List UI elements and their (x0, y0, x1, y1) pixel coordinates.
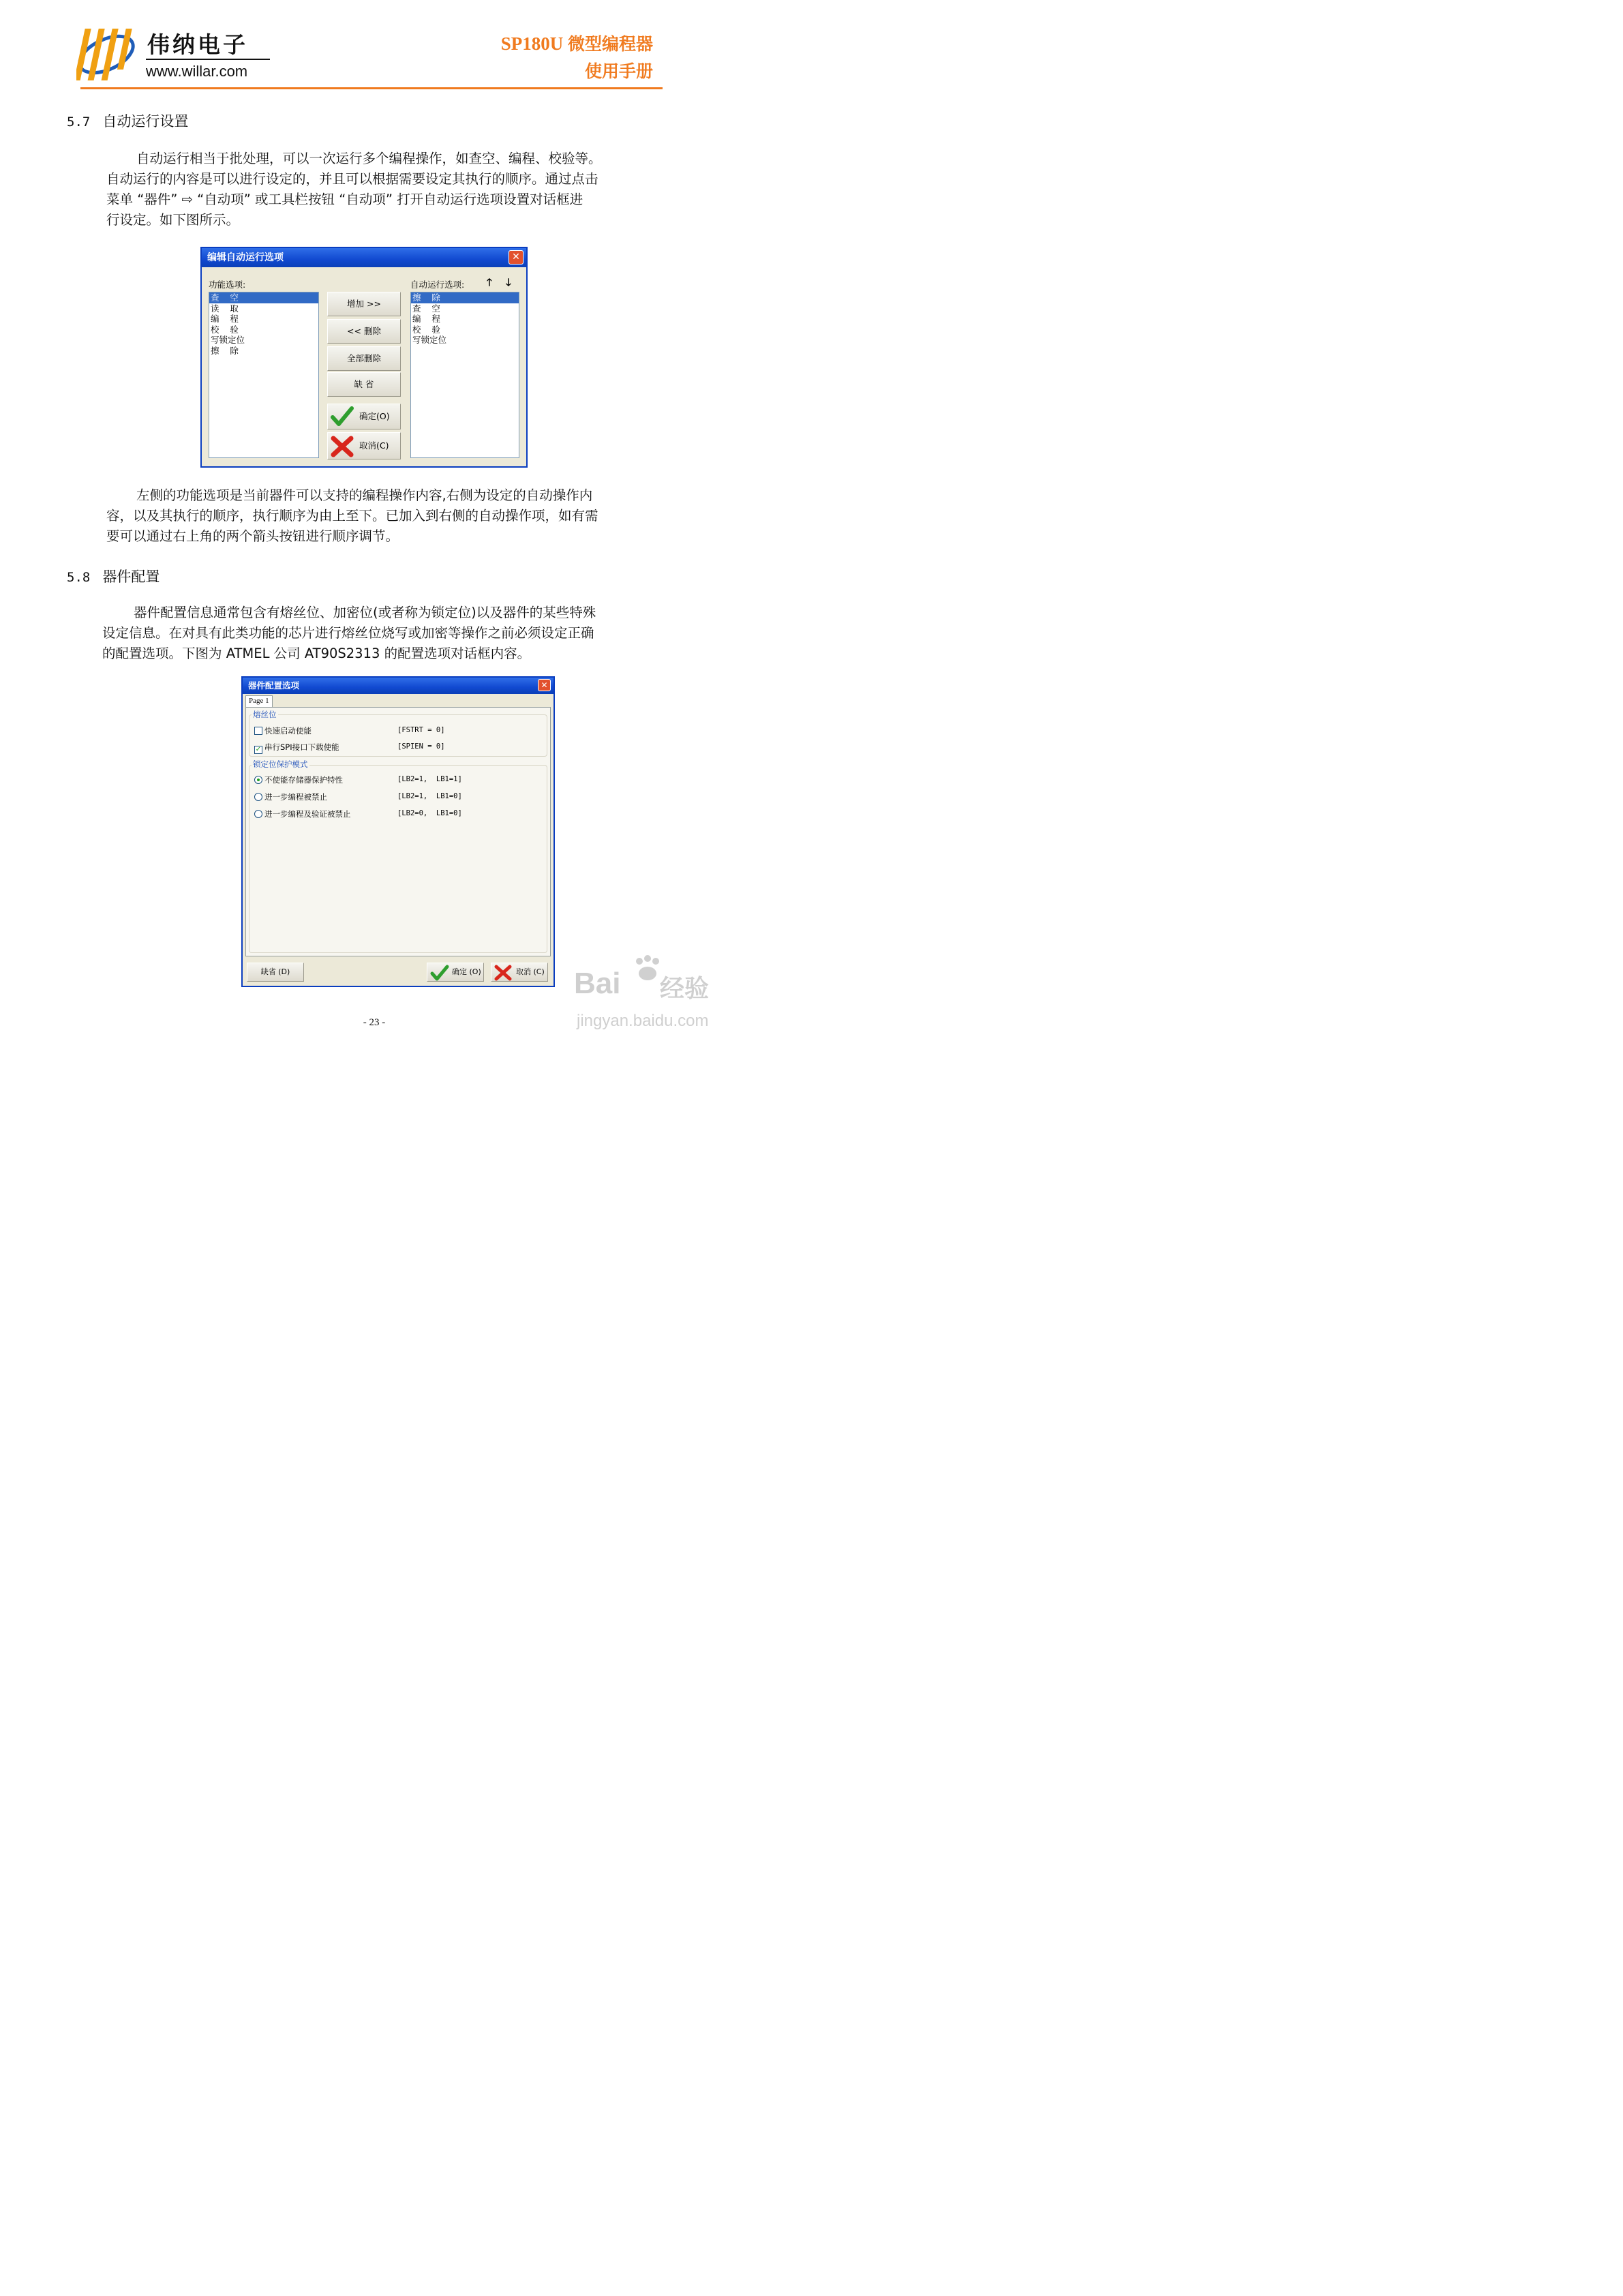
text-line: 左侧的功能选项是当前器件可以支持的编程操作内容,右侧为设定的自动操作内 (136, 487, 593, 503)
list-item[interactable]: 擦 除 (211, 345, 239, 356)
radio[interactable] (254, 793, 262, 801)
lock-option-no-program[interactable] (254, 791, 327, 802)
lock-code: [LB2=1, LB1=0] (397, 792, 462, 800)
list-item[interactable]: 编 程 (211, 314, 239, 324)
auto-run-dialog (200, 247, 528, 468)
text-line: 的配置选项。下图为 ATMEL 公司 AT90S2313 的配置选项对话框内容。 (102, 646, 531, 661)
option-label: 串行SPI接口下载使能 (264, 742, 339, 752)
list-item[interactable]: 写锁定位 (211, 335, 245, 345)
remove-button[interactable]: << 删除 (327, 319, 401, 344)
device-config-dialog (241, 676, 555, 987)
fuse-group-title: 熔丝位 (253, 710, 277, 719)
fuse-code: [FSTRT = 0] (397, 726, 445, 734)
paragraph-config-intro (102, 603, 665, 664)
cancel-button[interactable] (327, 432, 401, 459)
auto-run-options-list[interactable] (410, 292, 519, 458)
arrow-up-icon[interactable]: 🡑 (487, 276, 492, 288)
add-button[interactable]: 增加 >> (327, 292, 401, 316)
list-item[interactable]: 校 验 (211, 324, 239, 335)
option-label: 快速启动使能 (264, 726, 312, 736)
brand-underline (146, 59, 270, 60)
lock-option-no-protect[interactable] (254, 774, 343, 785)
text-line: 要可以通过右上角的两个箭头按钮进行顺序调节。 (106, 528, 399, 544)
text-line: 行设定。如下图所示。 (106, 212, 240, 228)
ok-label: 确定 (O) (452, 967, 481, 976)
lock-code: [LB2=1, LB1=1] (397, 775, 462, 783)
website-url: www.willar.com (146, 63, 248, 80)
radio-selected[interactable] (254, 776, 262, 784)
section-number: 5.8 (67, 570, 91, 585)
cancel-button[interactable] (491, 963, 548, 982)
option-label: 不使能存储器保护特性 (264, 775, 343, 785)
company-logo (76, 25, 139, 82)
list-item[interactable]: 查 空 (209, 292, 318, 303)
fuse-code: [SPIEN = 0] (397, 742, 445, 751)
fuse-option-fast-start[interactable] (254, 725, 312, 736)
cross-icon (331, 436, 354, 457)
watermark-text: 经验 (660, 975, 710, 1003)
default-button[interactable]: 缺省 (D) (247, 963, 304, 982)
baidu-watermark (574, 954, 710, 1043)
watermark-text: Bai (574, 967, 621, 1000)
paw-icon (633, 954, 663, 984)
cross-icon (494, 965, 512, 981)
text-line: 自动运行的内容是可以进行设定的，并且可以根据需要设定其执行的顺序。通过点击 (106, 171, 598, 187)
checkmark-icon (331, 406, 354, 427)
header-divider (80, 87, 663, 89)
default-button[interactable]: 缺 省 (327, 372, 401, 397)
ok-button[interactable] (427, 963, 484, 982)
section-title: 器件配置 (102, 569, 160, 585)
dialog-title: 编辑自动运行选项 (207, 252, 284, 263)
paragraph-auto-explain (106, 485, 665, 547)
brand-name: 伟纳电子 (147, 31, 248, 58)
doc-title-manual: 使用手册 (584, 61, 653, 81)
text-line: 器件配置信息通常包含有熔丝位、加密位(或者称为锁定位)以及器件的某些特殊 (134, 605, 596, 620)
dialog-title: 器件配置选项 (248, 680, 300, 691)
list-item[interactable]: 读 取 (211, 303, 239, 314)
fuse-option-spi[interactable] (254, 742, 339, 754)
page-number: - 23 - (363, 1017, 386, 1028)
document-title (501, 30, 653, 85)
function-options-list[interactable] (209, 292, 319, 458)
close-icon[interactable]: ✕ (509, 250, 524, 265)
list-item[interactable]: 写锁定位 (412, 335, 447, 345)
section-number: 5.7 (67, 115, 91, 130)
lock-group-title: 锁定位保护模式 (253, 759, 308, 769)
cancel-label: 取消(C) (359, 440, 389, 451)
list-item[interactable]: 查 空 (412, 303, 440, 314)
section-heading-5-7 (67, 110, 188, 131)
tab-page-1[interactable]: Page 1 (245, 695, 273, 707)
lock-option-no-program-verify[interactable] (254, 809, 351, 819)
watermark-url: jingyan.baidu.com (577, 1012, 709, 1030)
config-panel (245, 707, 551, 956)
text-line: 设定信息。在对具有此类功能的芯片进行熔丝位烧写或加密等操作之前必须设定正确 (102, 625, 594, 641)
checkbox-checked[interactable]: ✓ (255, 746, 262, 753)
checkmark-icon (430, 965, 449, 981)
paragraph-auto-intro (106, 149, 665, 230)
section-title: 自动运行设置 (102, 113, 189, 130)
ok-label: 确定(O) (359, 411, 390, 421)
cancel-label: 取消 (C) (516, 967, 545, 976)
list-item[interactable]: 校 验 (412, 324, 440, 335)
close-icon[interactable]: ✕ (538, 679, 551, 691)
remove-all-button[interactable]: 全部删除 (327, 346, 401, 371)
doc-title-product: 微型编程器 (567, 34, 653, 54)
text-line: 自动运行相当于批处理，可以一次运行多个编程操作，如查空、编程、校验等。 (136, 151, 602, 166)
checkbox[interactable] (254, 727, 262, 735)
arrow-down-icon[interactable]: 🡓 (506, 276, 511, 288)
text-line: 容，以及其执行的顺序，执行顺序为由上至下。已加入到右侧的自动操作项，如有需 (106, 508, 598, 524)
section-heading-5-8 (67, 566, 160, 586)
lock-code: [LB2=0, LB1=0] (397, 809, 462, 817)
option-label: 进一步编程被禁止 (264, 792, 327, 802)
text-line: 菜单 “器件” ⇨ “自动项” 或工具栏按钮 “自动项” 打开自动运行选项设置对话框进 (106, 192, 583, 207)
auto-run-options-label: 自动运行选项: (410, 280, 465, 290)
radio[interactable] (254, 810, 262, 818)
dialog-titlebar (243, 678, 553, 694)
list-item[interactable]: 擦 除 (411, 292, 519, 303)
ok-button[interactable] (327, 404, 401, 429)
doc-title-model: SP180U (500, 33, 564, 54)
dialog-titlebar (202, 248, 526, 267)
list-item[interactable]: 编 程 (412, 314, 440, 324)
option-label: 进一步编程及验证被禁止 (264, 809, 351, 819)
function-options-label: 功能选项: (209, 280, 246, 290)
